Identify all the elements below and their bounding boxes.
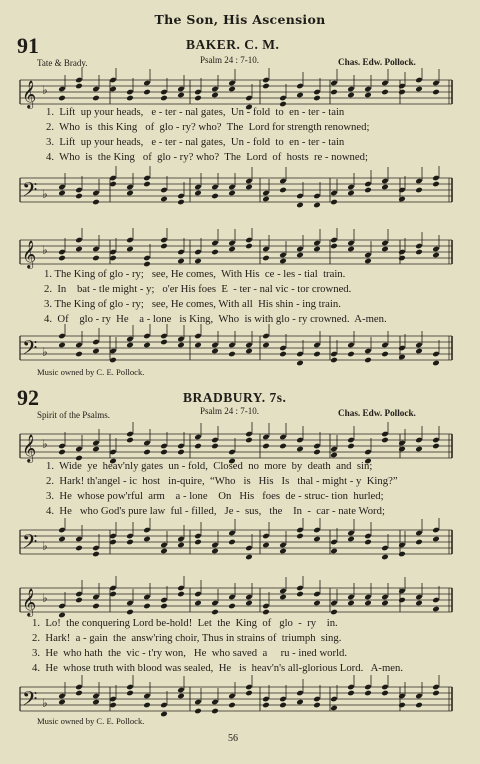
note-head: [296, 252, 304, 259]
note-head: [381, 554, 389, 561]
note-head: [228, 351, 236, 358]
lyric-line: 4. He who God's pure law ful - filled, Je - sus, the In - car - nate Word;: [46, 505, 385, 517]
note-head: [211, 548, 219, 555]
music-credit: Chas. Edw. Pollock.: [338, 408, 416, 418]
note-head: [160, 548, 168, 555]
note-head: [177, 449, 185, 456]
note-head: [228, 603, 236, 610]
note-head: [381, 437, 389, 444]
note-head: [245, 184, 253, 191]
lyric-line: 3. He whose pow'rful arm a - lone On His foes de - struc- tion hurled;: [46, 490, 384, 502]
note-head: [262, 196, 270, 203]
note-head: [364, 600, 372, 607]
note-head: [126, 246, 134, 253]
note-head: [228, 86, 236, 93]
note-head: [398, 255, 406, 262]
note-head: [194, 342, 202, 349]
note-head: [330, 357, 338, 364]
note-head: [398, 551, 406, 558]
note-head: [330, 609, 338, 616]
note-head: [177, 258, 185, 265]
note-head: [432, 181, 440, 188]
note-head: [330, 705, 338, 712]
lyric-line: 1. Lift up your heads, e - ter - nal gates, Un - fold to en - ter - tain: [46, 106, 345, 118]
note-head: [398, 196, 406, 203]
note-head: [194, 539, 202, 546]
lyric-line: 1. The King of glo - ry; see, He comes, With His ce - les - tial train.: [44, 268, 346, 280]
note-head: [160, 243, 168, 250]
note-head: [432, 360, 440, 367]
flat-sign-icon: ♭: [42, 243, 48, 257]
flat-sign-icon: ♭: [42, 539, 48, 553]
lyric-line: 1. Wide ye heav'nly gates un - fold, Closed no more by death and sin;: [46, 460, 373, 472]
note-head: [313, 202, 321, 209]
note-head: [177, 693, 185, 700]
note-head: [75, 246, 83, 253]
note-head: [160, 603, 168, 610]
note-head: [279, 443, 287, 450]
music-credit: Chas. Edw. Pollock.: [338, 57, 416, 67]
flat-sign-icon: ♭: [42, 437, 48, 451]
note-head: [330, 89, 338, 96]
note-head: [330, 243, 338, 250]
staff-lines: [20, 675, 452, 717]
note-head: [228, 246, 236, 253]
hymn-number: 91: [17, 33, 39, 58]
note-head: [194, 708, 202, 715]
note-head: [381, 246, 389, 253]
note-head: [177, 342, 185, 349]
bass-staff: [0, 166, 480, 220]
tune-title: BAKER. C. M.: [186, 37, 280, 52]
note-head: [58, 536, 66, 543]
note-head: [143, 536, 151, 543]
note-head: [415, 600, 423, 607]
note-head: [92, 551, 100, 558]
tune-title: BRADBURY. 7s.: [183, 390, 287, 405]
flat-sign-icon: ♭: [42, 345, 48, 359]
note-head: [347, 443, 355, 450]
note-head: [92, 446, 100, 453]
words-credit: Spirit of the Psalms.: [37, 410, 111, 420]
note-head: [364, 539, 372, 546]
note-head: [92, 699, 100, 706]
note-head: [160, 196, 168, 203]
note-head: [58, 255, 66, 262]
note-head: [194, 443, 202, 450]
section-title: The Son, His Ascension: [154, 12, 326, 27]
note-head: [296, 360, 304, 367]
note-head: [75, 83, 83, 90]
note-head: [211, 92, 219, 99]
note-head: [126, 190, 134, 197]
staff-lines: [20, 228, 452, 269]
note-head: [330, 548, 338, 555]
note-head: [177, 92, 185, 99]
note-head: [432, 252, 440, 259]
note-head: [347, 92, 355, 99]
note-head: [296, 533, 304, 540]
note-head: [279, 258, 287, 265]
note-head: [415, 86, 423, 93]
note-head: [279, 187, 287, 194]
note-head: [398, 89, 406, 96]
bass-clef-icon: 𝄢: [22, 687, 38, 715]
note-head: [75, 193, 83, 200]
note-head: [262, 255, 270, 262]
staff-lines: [20, 576, 452, 618]
note-head: [245, 243, 253, 250]
note-head: [143, 261, 151, 268]
note-head: [211, 348, 219, 355]
note-head: [228, 702, 236, 709]
note-head: [313, 246, 321, 253]
note-head: [160, 95, 168, 102]
note-head: [143, 342, 151, 349]
note-head: [194, 258, 202, 265]
note-head: [75, 597, 83, 604]
note-head: [381, 89, 389, 96]
flat-sign-icon: ♭: [42, 591, 48, 605]
note-head: [75, 351, 83, 358]
copyright-note: Music owned by C. E. Pollock.: [37, 716, 145, 726]
note-head: [126, 95, 134, 102]
note-head: [347, 600, 355, 607]
note-head: [313, 449, 321, 456]
note-head: [177, 542, 185, 549]
note-head: [313, 702, 321, 709]
note-head: [75, 690, 83, 697]
lyric-line: 3. The King of glo - ry; see, He comes, With all His shin - ing train.: [44, 298, 341, 310]
note-head: [228, 190, 236, 197]
note-head: [296, 92, 304, 99]
treble-clef-icon: 𝄞: [22, 80, 37, 108]
note-head: [160, 339, 168, 346]
staff-lines: [20, 422, 452, 464]
lyric-line: 2. Hark! a - gain the answ'ring choir, Thus in strains of triumph sing.: [32, 632, 342, 644]
note-head: [92, 95, 100, 102]
note-head: [262, 702, 270, 709]
note-head: [58, 342, 66, 349]
note-head: [313, 600, 321, 607]
note-head: [245, 600, 253, 607]
note-head: [211, 249, 219, 256]
lyric-line: 2. In bat - tle might - y; o'er His foes E - ter - nal vic - tor crowned.: [44, 283, 352, 295]
bass-staff: [0, 675, 480, 719]
flat-sign-icon: ♭: [42, 187, 48, 201]
note-head: [143, 89, 151, 96]
bass-staff: [0, 518, 480, 568]
note-head: [364, 258, 372, 265]
bass-clef-icon: 𝄢: [22, 336, 38, 364]
note-head: [398, 702, 406, 709]
note-head: [398, 597, 406, 604]
note-head: [177, 199, 185, 206]
note-head: [58, 190, 66, 197]
note-head: [432, 443, 440, 450]
note-head: [194, 190, 202, 197]
note-head: [398, 446, 406, 453]
note-head: [92, 199, 100, 206]
bass-staff: [0, 324, 480, 368]
note-head: [126, 437, 134, 444]
note-head: [347, 536, 355, 543]
note-head: [245, 437, 253, 444]
note-head: [415, 348, 423, 355]
note-head: [160, 711, 168, 718]
note-head: [415, 187, 423, 194]
scripture-ref: Psalm 24 : 7-10.: [200, 406, 260, 416]
treble-clef-icon: 𝄞: [22, 588, 37, 616]
note-head: [211, 193, 219, 200]
note-head: [432, 690, 440, 697]
note-head: [364, 92, 372, 99]
note-head: [347, 351, 355, 358]
note-head: [126, 342, 134, 349]
note-head: [296, 699, 304, 706]
note-head: [262, 342, 270, 349]
note-head: [177, 591, 185, 598]
note-head: [262, 542, 270, 549]
note-head: [296, 591, 304, 598]
note-head: [313, 351, 321, 358]
note-head: [143, 603, 151, 610]
note-head: [313, 95, 321, 102]
note-head: [194, 95, 202, 102]
lyric-line: 3. He who hath the vic - t'ry won, He who saved a ru - ined world.: [32, 647, 348, 659]
words-credit: Tate & Brady.: [37, 58, 88, 68]
staff-lines: [20, 68, 452, 110]
note-head: [228, 539, 236, 546]
note-head: [415, 446, 423, 453]
note-head: [347, 690, 355, 697]
note-head: [211, 443, 219, 450]
note-head: [211, 708, 219, 715]
note-head: [126, 690, 134, 697]
copyright-note: Music owned by C. E. Pollock.: [37, 367, 145, 377]
note-head: [126, 539, 134, 546]
note-head: [415, 539, 423, 546]
lyric-line: 1. Lo! the conquering Lord be-hold! Let the King of glo - ry in.: [32, 617, 338, 629]
lyric-line: 2. Hark! th'angel - ic host in-quire, “Who is His Is thal - might - y King?”: [46, 475, 398, 487]
note-head: [194, 600, 202, 607]
note-head: [279, 548, 287, 555]
note-head: [381, 184, 389, 191]
note-head: [432, 536, 440, 543]
note-head: [262, 83, 270, 90]
note-head: [415, 249, 423, 256]
staff-lines: [20, 324, 452, 366]
scripture-ref: Psalm 24 : 7-10.: [200, 55, 260, 65]
hymn-number: 92: [17, 385, 39, 410]
note-head: [330, 199, 338, 206]
note-head: [432, 606, 440, 613]
note-head: [279, 351, 287, 358]
note-head: [262, 609, 270, 616]
note-head: [58, 449, 66, 456]
note-head: [92, 348, 100, 355]
note-head: [364, 357, 372, 364]
lyric-line: 2. Who is this King of glo - ry? who? The Lord for strength renowned;: [46, 121, 370, 133]
note-head: [160, 449, 168, 456]
note-head: [92, 255, 100, 262]
note-head: [347, 190, 355, 197]
flat-sign-icon: ♭: [42, 696, 48, 710]
lyric-line: 4. Of glo - ry He a - lone is King, Who is with glo - ry crowned. A-men.: [44, 313, 387, 325]
note-head: [92, 603, 100, 610]
note-head: [313, 536, 321, 543]
treble-clef-icon: 𝄞: [22, 434, 37, 462]
note-head: [211, 609, 219, 616]
note-head: [364, 187, 372, 194]
note-head: [347, 246, 355, 253]
note-head: [126, 609, 134, 616]
note-head: [279, 594, 287, 601]
lyric-line: 3. Lift up your heads, e - ter - nal gates, Un - fold to en - ter - tain: [46, 136, 345, 148]
note-head: [364, 690, 372, 697]
lyric-line: 4. He whose truth with blood was sealed, He is heav'n's all-glorious Lord. A-men.: [32, 662, 404, 674]
note-head: [245, 348, 253, 355]
staff-lines: [20, 166, 452, 208]
note-head: [143, 449, 151, 456]
note-head: [245, 554, 253, 561]
note-head: [296, 446, 304, 453]
note-head: [58, 699, 66, 706]
note-head: [415, 702, 423, 709]
note-head: [75, 545, 83, 552]
note-head: [330, 452, 338, 459]
note-head: [58, 95, 66, 102]
note-head: [262, 443, 270, 450]
note-head: [143, 181, 151, 188]
note-head: [381, 600, 389, 607]
bass-clef-icon: 𝄢: [22, 178, 38, 206]
page-number: 56: [228, 733, 238, 744]
flat-sign-icon: ♭: [42, 83, 48, 97]
note-head: [143, 702, 151, 709]
treble-clef-icon: 𝄞: [22, 240, 37, 268]
note-head: [398, 354, 406, 361]
note-head: [279, 702, 287, 709]
lyric-line: 4. Who is the King of glo - ry? who? The Lord of hosts re - nowned;: [46, 151, 368, 163]
note-head: [432, 89, 440, 96]
note-head: [296, 202, 304, 209]
bass-clef-icon: 𝄢: [22, 530, 38, 558]
note-head: [381, 351, 389, 358]
note-head: [245, 690, 253, 697]
note-head: [381, 690, 389, 697]
staff-lines: [20, 518, 452, 560]
